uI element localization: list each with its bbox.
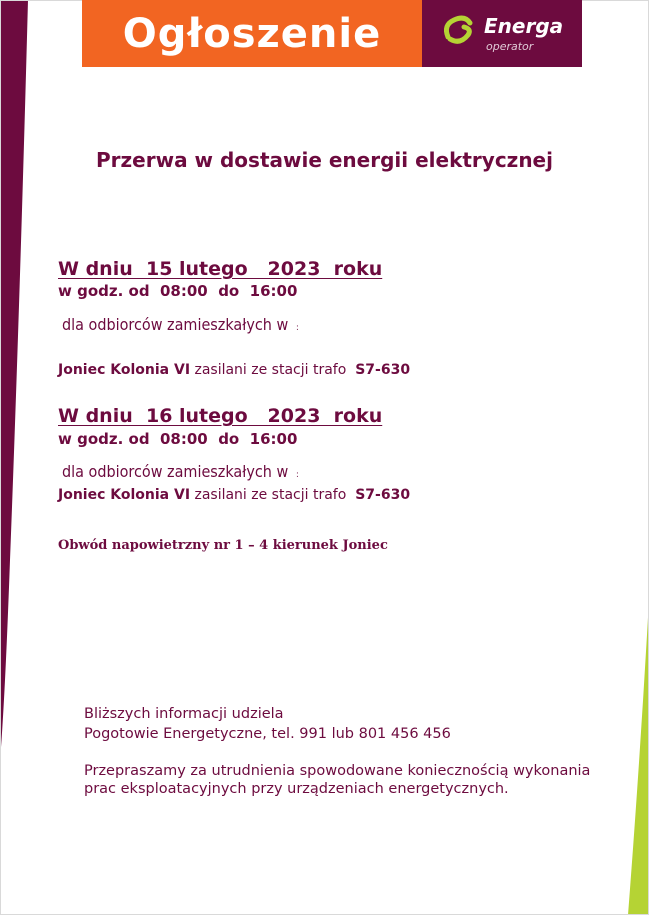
page-title: Przerwa w dostawie energii elektrycznej [96,148,553,172]
header-banner [82,0,582,67]
outage-hours: w godz. od 08:00 do 16:00 [58,430,298,448]
announcement-banner [82,0,422,67]
outage-date: W dniu 16 lutego 2023 roku [58,405,383,427]
left-plum-swoosh [0,0,28,760]
outage-date: W dniu 15 lutego 2023 roku [58,258,383,280]
logo-name: Energa [484,14,564,38]
announcement-title: Ogłoszenie [122,10,382,57]
logo-subtitle: operator [486,40,534,53]
energa-swirl-icon [440,11,476,47]
location-name: Joniec Kolonia VI [58,487,191,503]
recipients-line [62,462,299,481]
location-line [58,362,410,378]
energa-logo [422,0,582,67]
apology-line-1: Przepraszamy za utrudnienia spowodowane koniecznością wykonania [84,763,591,779]
recipients-mark: : [295,323,299,333]
station-id: S7-630 [355,362,411,378]
recipients-text: dla odbiorców zamieszkałych w [62,462,289,481]
outage-hours: w godz. od 08:00 do 16:00 [58,282,298,300]
contact-phone: Pogotowie Energetyczne, tel. 991 lub 801 456 456 [84,726,451,742]
recipients-mark: : [295,470,299,480]
recipients-text: dla odbiorców zamieszkałych w [62,315,289,334]
station-id: S7-630 [355,487,411,503]
supply-text: zasilani ze stacji trafo [190,487,356,503]
circuit-info: Obwód napowietrzny nr 1 – 4 kierunek Joniec [58,538,388,553]
right-lime-swoosh [628,600,649,915]
location-name: Joniec Kolonia VI [58,362,191,378]
apology-line-2: prac eksploatacyjnych przy urządzeniach energetycznych. [84,781,509,797]
contact-intro: Bliższych informacji udziela [84,706,284,722]
supply-text: zasilani ze stacji trafo [190,362,356,378]
recipients-line [62,315,299,334]
location-line [58,487,410,503]
